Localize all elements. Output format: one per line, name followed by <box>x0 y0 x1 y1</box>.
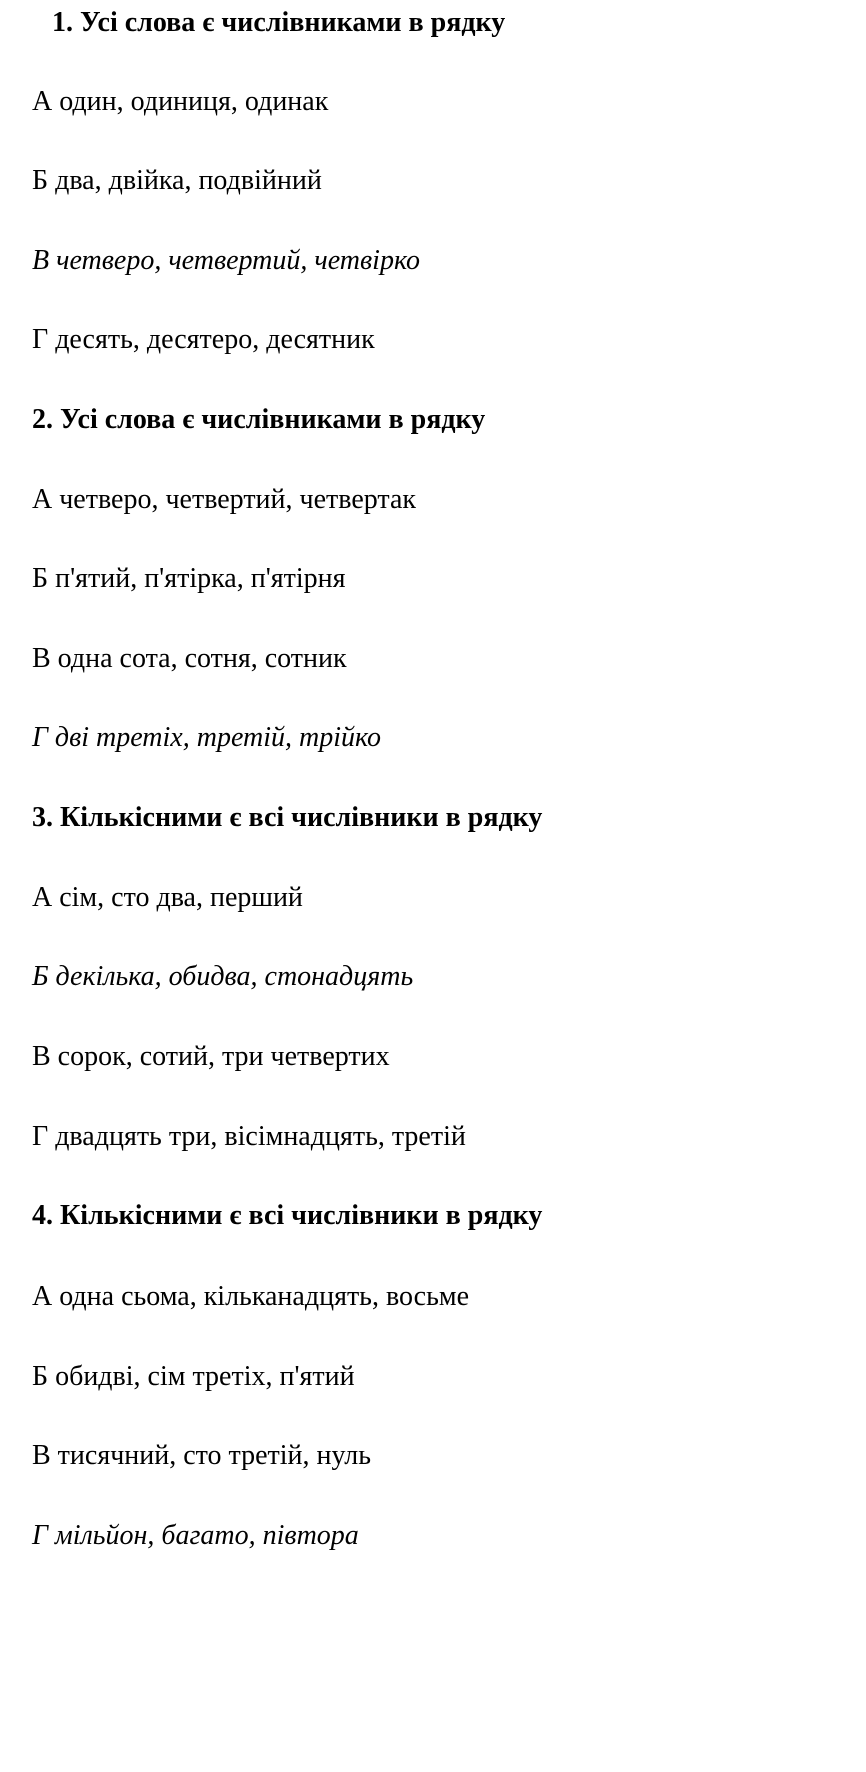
question-2-option-a: А четверо, четвертий, четвертак <box>32 484 416 515</box>
question-2-option-b: Б п'ятий, п'ятірка, п'ятірня <box>32 563 346 594</box>
question-4-title: 4. Кількісними є всі числівники в рядку <box>32 1200 543 1231</box>
question-4-option-v: В тисячний, сто третій, нуль <box>32 1440 372 1471</box>
question-3-option-b: Б декілька, обидва, стонадцять <box>32 961 414 992</box>
question-3-option-a: А сім, сто два, перший <box>32 882 303 913</box>
question-1-option-v: В четверо, четвертий, четвірко <box>32 245 420 276</box>
question-2-option-v: В одна сота, сотня, сотник <box>32 643 347 674</box>
question-3-option-g: Г двадцять три, вісімнадцять, третій <box>32 1121 466 1152</box>
question-1-option-a: А один, одиниця, одинак <box>32 86 329 117</box>
question-2-title: 2. Усі слова є числівниками в рядку <box>32 404 486 435</box>
question-1-option-b: Б два, двійка, подвійний <box>32 165 322 196</box>
question-1-title: 1. Усі слова є числівниками в рядку <box>52 7 506 38</box>
question-3-title: 3. Кількісними є всі числівники в рядку <box>32 802 543 833</box>
question-4-option-g: Г мільйон, багато, півтора <box>32 1520 359 1551</box>
question-1-option-g: Г десять, десятеро, десятник <box>32 324 375 355</box>
question-4-option-a: А одна сьома, кільканадцять, восьме <box>32 1281 470 1312</box>
question-3-option-v: В сорок, сотий, три четвертих <box>32 1041 390 1072</box>
question-2-option-g: Г дві третіх, третій, трійко <box>32 722 382 753</box>
question-4-option-b: Б обидві, сім третіх, п'ятий <box>32 1361 355 1392</box>
